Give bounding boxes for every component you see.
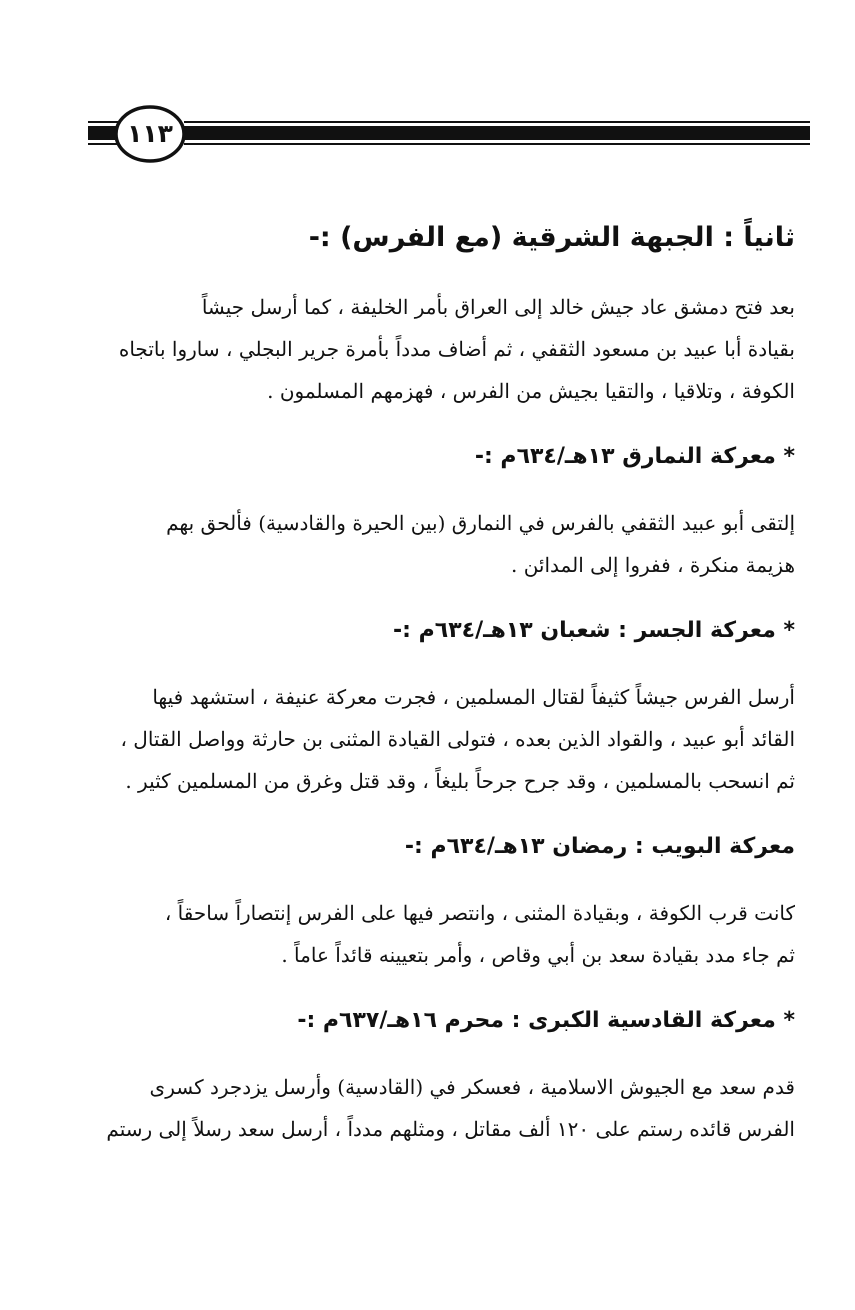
paragraph-line: أرسل الفرس جيشاً كثيفاً لقتال المسلمين ، فجرت معركة عنيفة ، استشهد فيها — [152, 685, 795, 709]
page-header — [88, 104, 810, 164]
battle-heading: * معركة النمارق ١٣هـ/٦٣٤م :- — [474, 444, 795, 469]
paragraph-line: ثم جاء مدد بقيادة سعد بن أبي وقاص ، وأمر بتعيينه قائداً عاماً . — [281, 943, 795, 967]
paragraph-line: إلتقى أبو عبيد الثقفي بالفرس في النمارق (بين الحيرة والقادسية) فألحق بهم — [166, 511, 795, 535]
paragraph-line: بعد فتح دمشق عاد جيش خالد إلى العراق بأمر الخليفة ، كما أرسل جيشاً — [201, 295, 795, 319]
battle-heading: * معركة القادسية الكبرى : محرم ١٦هـ/٦٣٧م :- — [297, 1008, 795, 1033]
battle-heading: معركة البويب : رمضان ١٣هـ/٦٣٤م :- — [404, 834, 795, 859]
paragraph — [95, 286, 795, 412]
paragraph-line: هزيمة منكرة ، ففروا إلى المدائن . — [510, 553, 795, 577]
paragraph-line: ثم انسحب بالمسلمين ، وقد جرح جرحاً بليغاً ، وقد قتل وغرق من المسلمين كثير . — [125, 769, 795, 793]
paragraph-line: كانت قرب الكوفة ، وبقيادة المثنى ، وانتصر فيها على الفرس إنتصاراً ساحقاً ، — [164, 901, 795, 925]
paragraph — [95, 502, 795, 586]
section-title: ثانياً : الجبهة الشرقية (مع الفرس) :- — [308, 222, 795, 253]
paragraph-line: الفرس قائده رستم على ١٢٠ ألف مقاتل ، ومثلهم مدداً ، أرسل سعد رسلاً إلى رستم — [106, 1117, 795, 1141]
page-number: ١١٣ — [127, 119, 173, 148]
paragraph-line: قدم سعد مع الجيوش الاسلامية ، فعسكر في (القادسية) وأرسل يزدجرد كسرى — [149, 1075, 795, 1099]
paragraph-line: القائد أبو عبيد ، والقواد الذين بعده ، فتولى القيادة المثنى بن حارثة وواصل القتال ، — [120, 727, 795, 751]
paragraph-line: بقيادة أبا عبيد بن مسعود الثقفي ، ثم أضاف مدداً بأمرة جرير البجلي ، ساروا باتجاه — [118, 337, 795, 361]
paragraph-line: الكوفة ، وتلاقيا ، والتقيا بجيش من الفرس ، فهزمهم المسلمون . — [267, 379, 795, 403]
page-content — [95, 210, 795, 1172]
header-rule-ornament — [88, 104, 810, 164]
paragraph — [95, 1066, 795, 1150]
paragraph — [95, 892, 795, 976]
paragraph — [95, 676, 795, 802]
battle-heading: * معركة الجسر : شعبان ١٣هـ/٦٣٤م :- — [393, 618, 795, 643]
